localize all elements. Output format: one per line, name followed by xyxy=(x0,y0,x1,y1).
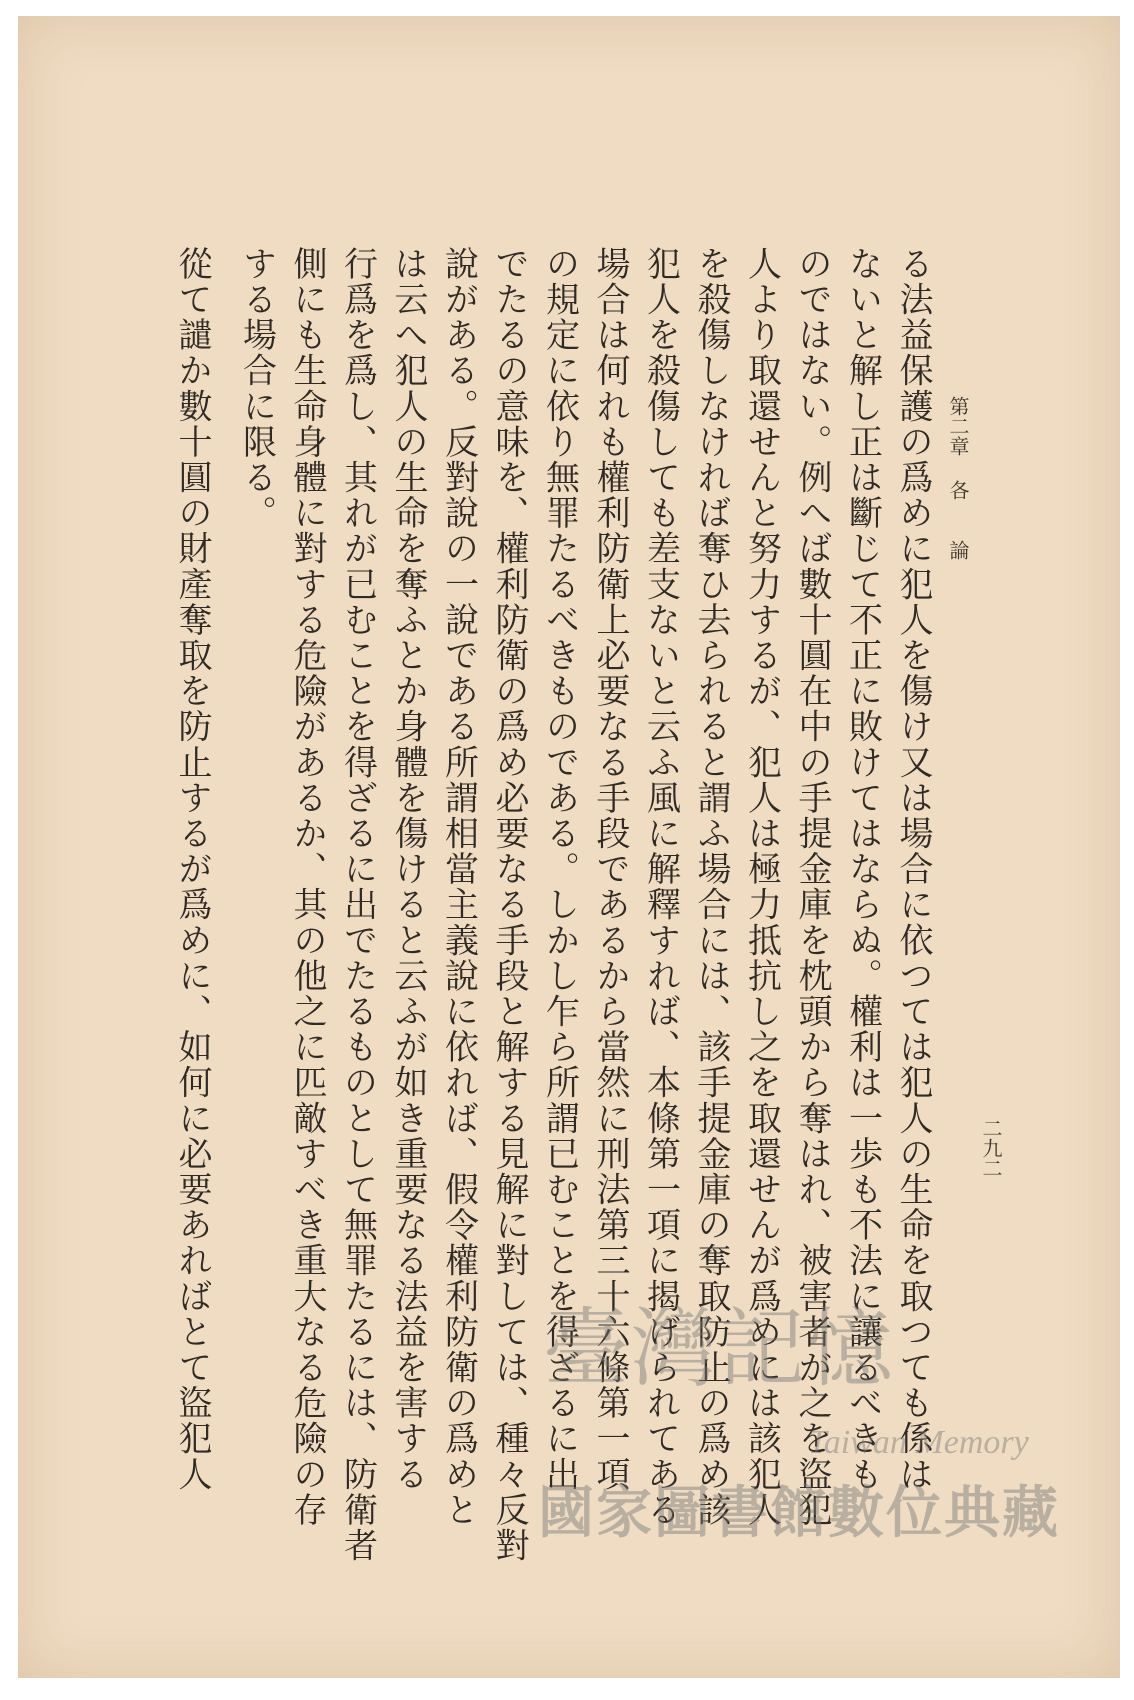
text-column: は云へ犯人の生命を奪ふとか身體を傷けると云ふが如き重要なる法益を害する xyxy=(388,246,428,1492)
text-column: 犯人を殺傷しても差支ないと云ふ風に解釋すれば、本條第一項に揭げられてある xyxy=(640,246,681,1528)
text-column: 行爲を爲し、其れが已むことを得ざるに出でたるものとして無罪たるには、防衛者 xyxy=(337,246,378,1564)
text-column: を殺傷しなければ奪ひ去られると謂ふ場合には、該手提金庫の奪取防止の爲め該 xyxy=(691,246,731,1528)
page-number: 二九二 xyxy=(979,1118,1003,1178)
text-column: る法益保護の爲めに犯人を傷け又は場合に依つては犯人の生命を取つても係は xyxy=(893,246,933,1492)
watermark-logo: 臺灣記憶 xyxy=(543,1299,895,1399)
chapter-header: 第二章 各 論 xyxy=(946,396,970,560)
text-column: 從て譴か數十圓の財產奪取を防止するが爲めに、如何に必要あればとて盜犯人 xyxy=(172,246,212,1492)
watermark-english: Taiwan Memory xyxy=(808,1424,1029,1461)
text-column: の規定に依り無罪たるべきものである。しかし乍ら所謂已むことを得ざるに出 xyxy=(539,246,580,1492)
text-column: 場合は何れも權利防衛上必要なる手段であるから當然に刑法第三十六條第一項 xyxy=(590,246,630,1492)
text-column: 說がある。反對說の一說である所謂相當主義說に依れば、假令權利防衛の爲めと xyxy=(438,246,479,1528)
text-column: 人より取還せんと努力するが、犯人は極力抵抗し之を取還せんが爲めには該犯人 xyxy=(741,246,782,1528)
text-column: する場合に限る。 xyxy=(236,246,277,531)
text-column: でたるの意味を、權利防衛の爲め必要なる手段と解する見解に對しては、種々反對 xyxy=(489,246,529,1564)
watermark-subtitle: 國家圖書館數位典藏 xyxy=(538,1481,1060,1546)
text-column: 側にも生命身體に對する危險があるか、其の他之に匹敵すべき重大なる危險の存 xyxy=(287,246,327,1528)
book-page xyxy=(18,16,1120,1678)
text-column: ないと解し正は斷じて不正に敗けてはならぬ。權利は一歩も不法に讓るべきも xyxy=(842,246,883,1492)
text-column: のではない。例へば數十圓在中の手提金庫を枕頭から奪はれ、被害者が之を盜犯 xyxy=(792,246,832,1528)
